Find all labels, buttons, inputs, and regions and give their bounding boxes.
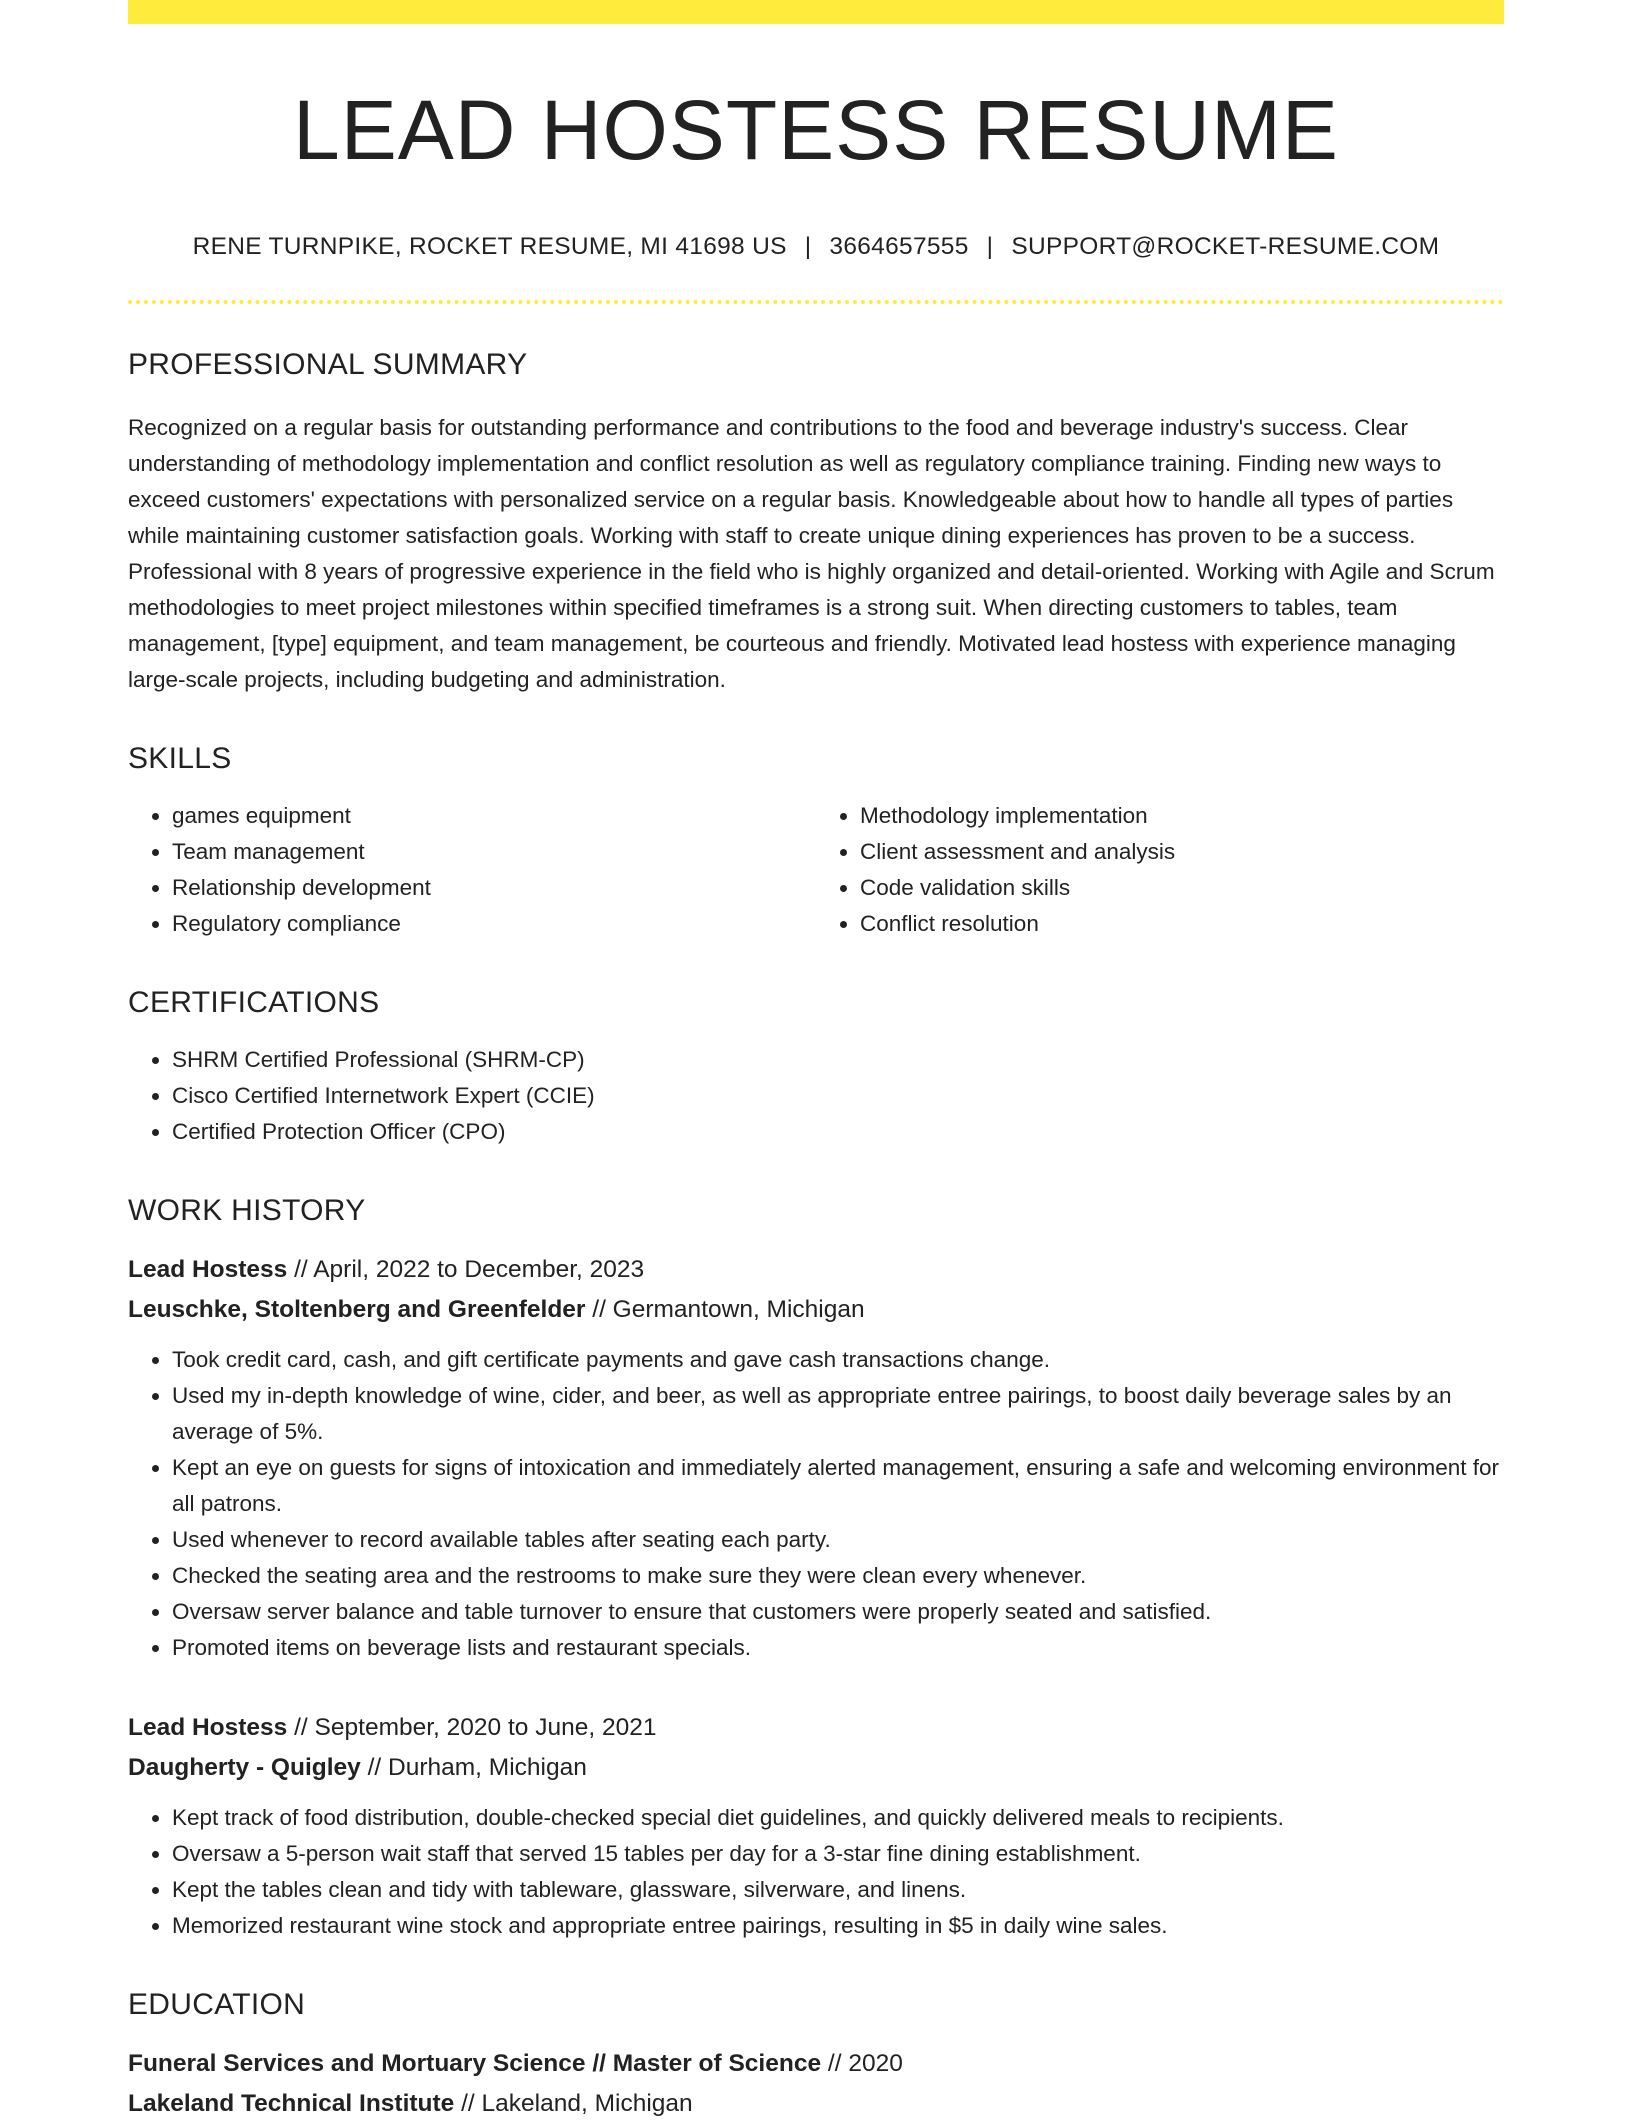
skills-heading: SKILLS (128, 741, 232, 775)
resume-title: LEAD HOSTESS RESUME (293, 83, 1339, 177)
skill-item: • Relationship development (172, 870, 816, 906)
employer-location: // Durham, Michigan (367, 1753, 587, 1781)
certification-item: • Certified Protection Officer (CPO) (172, 1114, 1504, 1150)
job-dates: // September, 2020 to June, 2021 (294, 1713, 657, 1741)
job-entry (128, 1250, 1504, 1666)
education-location: // Lakeland, Michigan (461, 2089, 693, 2117)
skill-item: • Regulatory compliance (172, 906, 816, 942)
certifications-heading: CERTIFICATIONS (128, 985, 380, 1019)
job-duties-list (128, 1800, 1504, 1944)
summary-heading: PROFESSIONAL SUMMARY (128, 347, 528, 381)
job-duty: • Kept track of food distribution, double-checked special diet guidelines, and quickly delivered meals to recipients. (172, 1800, 1504, 1836)
job-title: Lead Hostess (128, 1713, 288, 1741)
job-duty: • Used whenever to record available tables after seating each party. (172, 1522, 1504, 1558)
education-year: // 2020 (827, 2049, 903, 2077)
skill-item: • Conflict resolution (860, 906, 1504, 942)
skill-item: • Methodology implementation (860, 798, 1504, 834)
job-duty: • Promoted items on beverage lists and restaurant specials. (172, 1630, 1504, 1666)
contact-separator: | (986, 232, 994, 260)
dotted-divider (128, 300, 1504, 304)
education-school-line (128, 2084, 1504, 2124)
summary-text: Recognized on a regular basis for outstanding performance and contributions to the food and beverage industry's success. Clear understanding of methodology implementation and conflict resolution as well as regulatory compliance training. Finding new ways to exceed customers' expectations with personalized service on a regular basis. Knowledgeable about how to handle all types of parties while maintaining customer satisfaction goals. Working with staff to create unique dining experiences has proven to be a success. Professional with 8 years of progressive experience in the field who is highly organized and detail-oriented. Working with Agile and Scrum methodologies to meet project milestones within specified timeframes is a strong suit. When directing customers to tables, team management, [type] equipment, and team management, be courteous and friendly. Motivated lead hostess with experience managing large-scale projects, including budgeting and administration. (128, 414, 1495, 692)
job-title-line (128, 1250, 1504, 1290)
contact-email[interactable]: SUPPORT@ROCKET-RESUME.COM (1011, 232, 1440, 260)
job-title-line (128, 1708, 1504, 1748)
job-duty: • Oversaw server balance and table turnover to ensure that customers were properly seated and satisfied. (172, 1594, 1504, 1630)
job-title: Lead Hostess (128, 1255, 288, 1283)
job-duty: • Kept the tables clean and tidy with tableware, glassware, silverware, and linens. (172, 1872, 1504, 1908)
skills-list-left (128, 798, 816, 942)
employer-name: Daugherty - Quigley (128, 1753, 361, 1781)
employer-location: // Germantown, Michigan (592, 1295, 865, 1323)
skill-item: • Client assessment and analysis (860, 834, 1504, 870)
skill-item: • Team management (172, 834, 816, 870)
skill-item: • games equipment (172, 798, 816, 834)
skills-list-right (816, 798, 1504, 942)
contact-line (128, 233, 1504, 261)
certification-item: • SHRM Certified Professional (SHRM-CP) (172, 1042, 1504, 1078)
education-school: Lakeland Technical Institute (128, 2089, 455, 2117)
job-entry (128, 1708, 1504, 1944)
job-duty: • Memorized restaurant wine stock and appropriate entree pairings, resulting in $5 in daily wine sales. (172, 1908, 1504, 1944)
work-history-heading: WORK HISTORY (128, 1193, 366, 1227)
education-degree-line (128, 2044, 1504, 2084)
skill-item: • Code validation skills (860, 870, 1504, 906)
job-dates: // April, 2022 to December, 2023 (294, 1255, 645, 1283)
education-heading: EDUCATION (128, 1987, 306, 2021)
contact-address: RENE TURNPIKE, ROCKET RESUME, MI 41698 US (192, 232, 787, 260)
accent-top-bar (128, 0, 1504, 24)
certification-item: • Cisco Certified Internetwork Expert (CCIE) (172, 1078, 1504, 1114)
employer-line (128, 1748, 1504, 1788)
skills-columns (128, 798, 1504, 942)
job-duty: • Checked the seating area and the restrooms to make sure they were clean every whenever. (172, 1558, 1504, 1594)
contact-separator: | (804, 232, 812, 260)
contact-phone: 3664657555 (829, 232, 969, 260)
employer-name: Leuschke, Stoltenberg and Greenfelder (128, 1295, 586, 1323)
job-duty: • Used my in-depth knowledge of wine, cider, and beer, as well as appropriate entree pairings, to boost daily beverage sales by an average of 5%. (172, 1378, 1504, 1450)
resume-page (128, 0, 1504, 2124)
certifications-list (128, 1042, 1504, 1150)
job-duty: • Oversaw a 5-person wait staff that served 15 tables per day for a 3-star fine dining establishment. (172, 1836, 1504, 1872)
job-duty: • Took credit card, cash, and gift certificate payments and gave cash transactions change. (172, 1342, 1504, 1378)
employer-line (128, 1290, 1504, 1330)
job-duty: • Kept an eye on guests for signs of intoxication and immediately alerted management, ensuring a safe and welcoming environment for all patrons. (172, 1450, 1504, 1522)
education-degree: Funeral Services and Mortuary Science // Master of Science (128, 2049, 822, 2077)
job-duties-list (128, 1342, 1504, 1666)
